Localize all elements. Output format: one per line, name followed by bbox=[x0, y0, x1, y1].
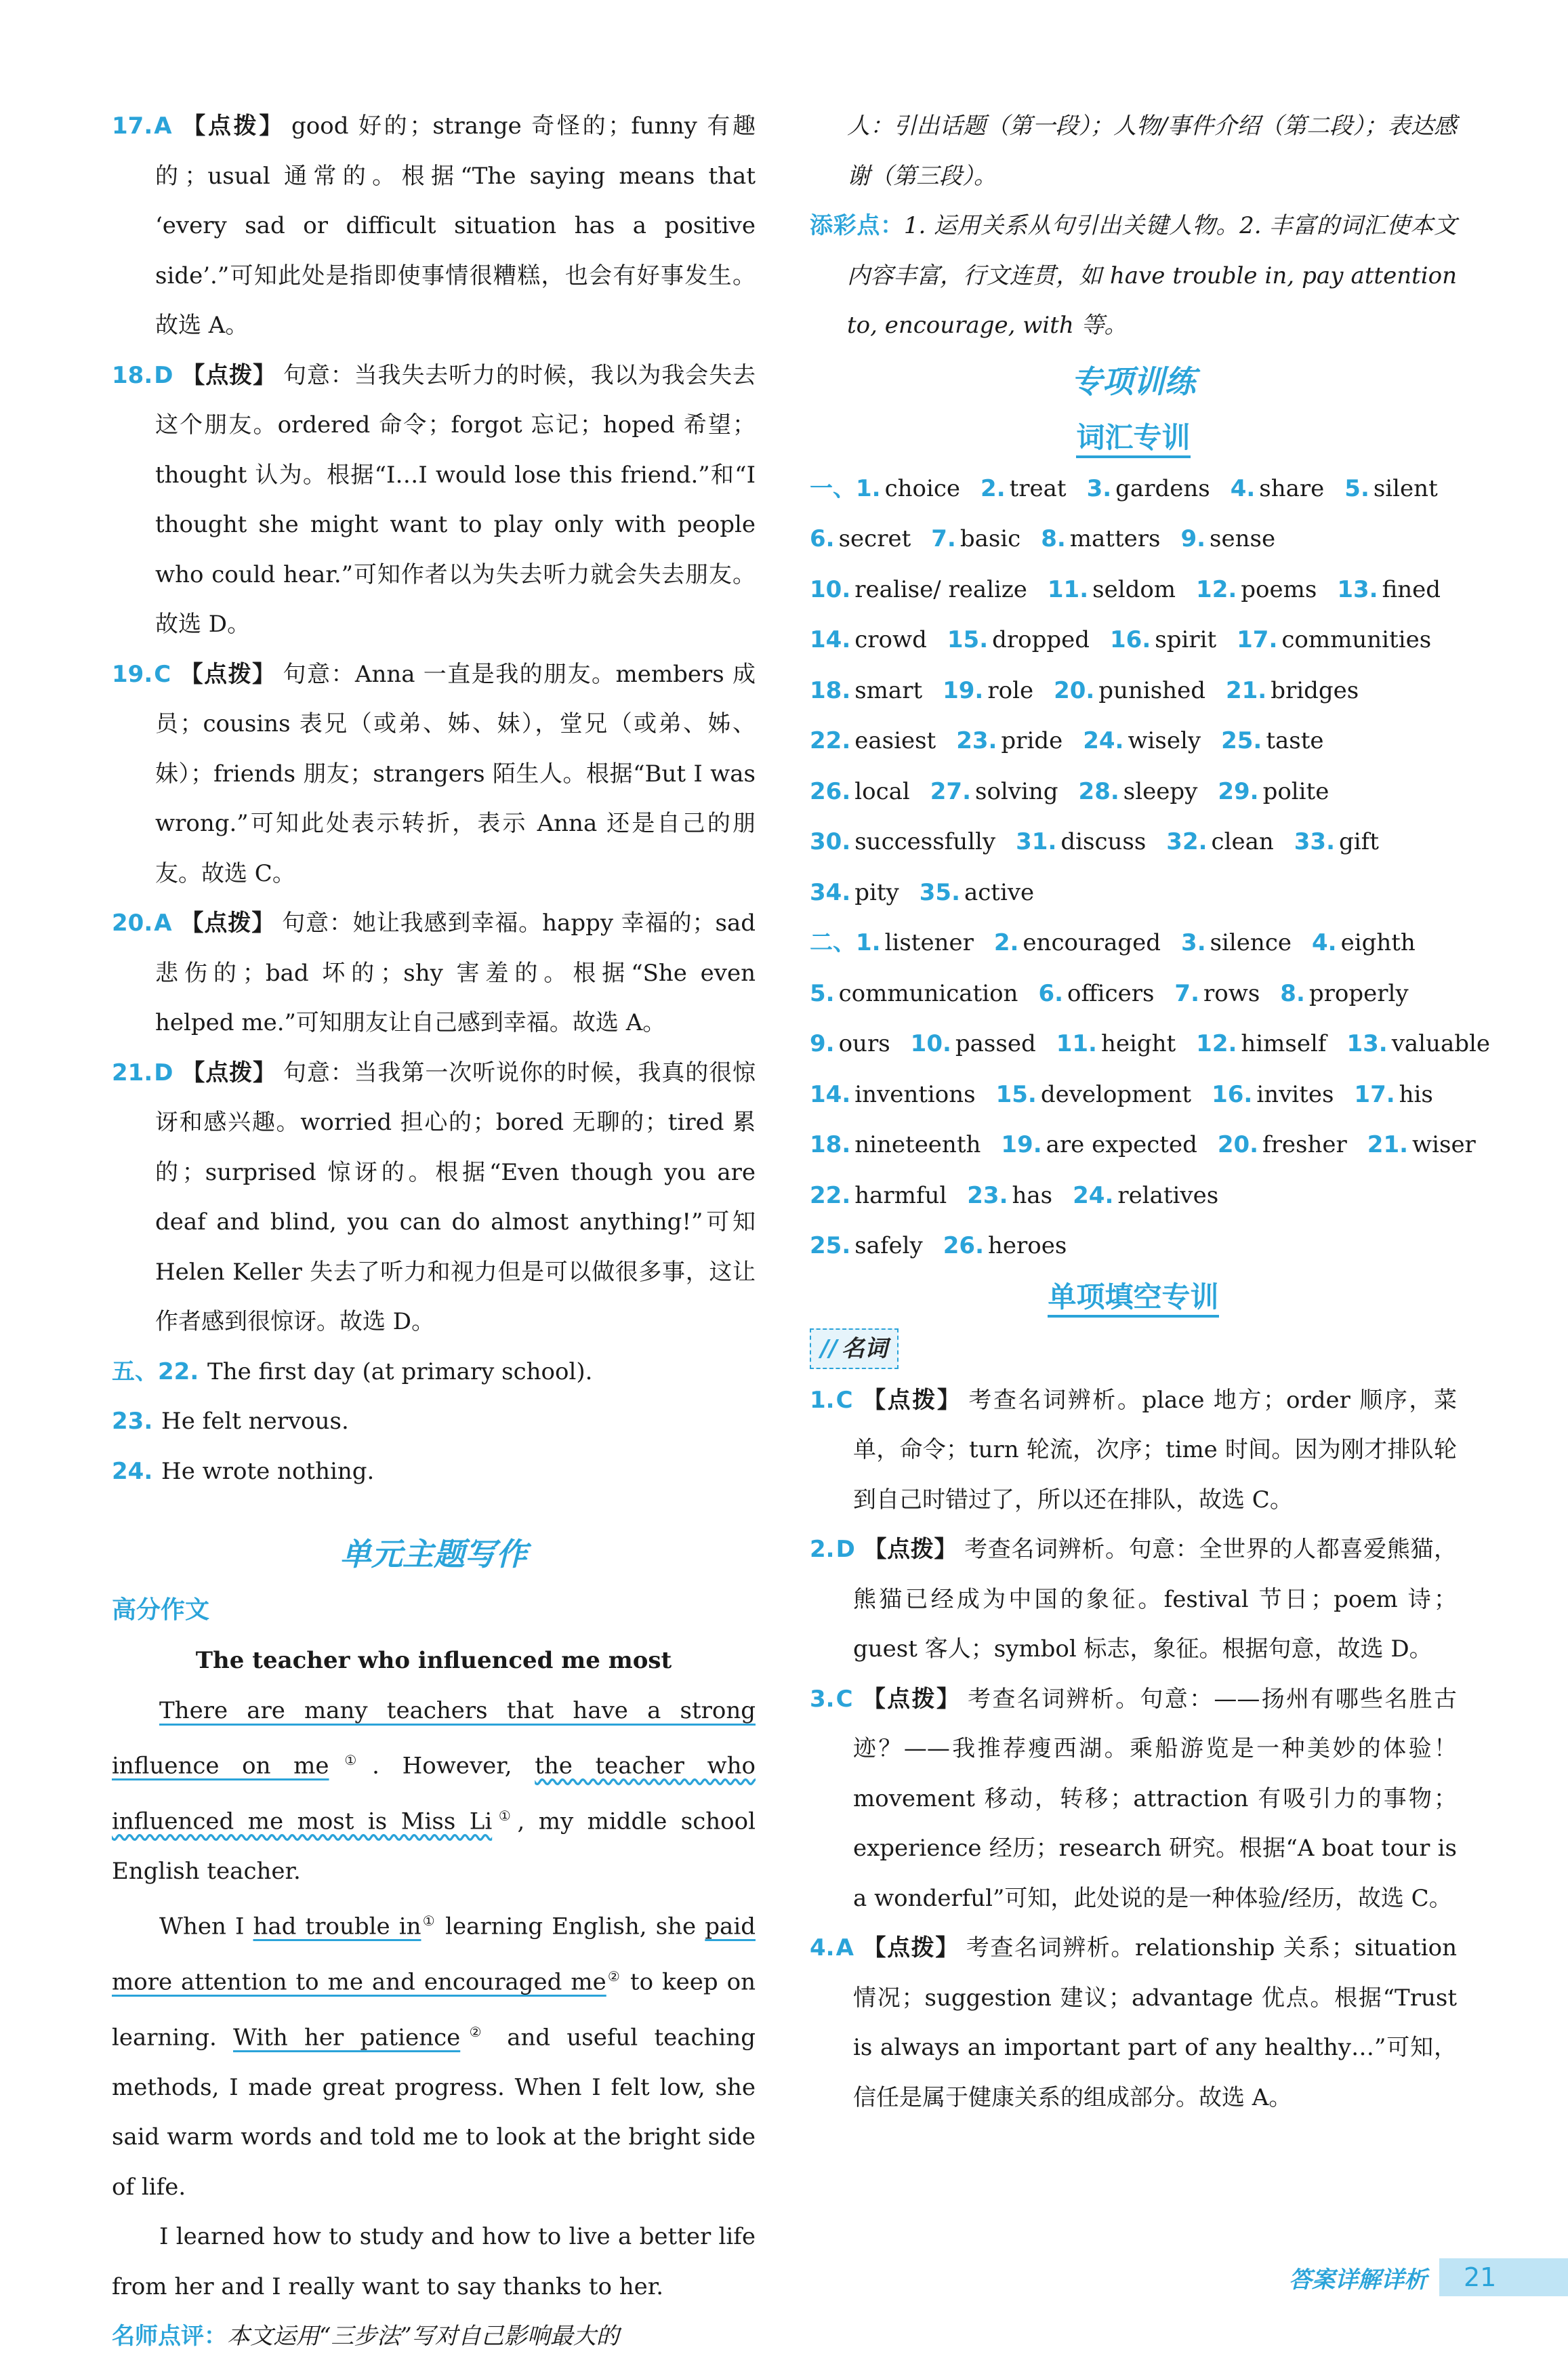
vocab-number: 22. bbox=[810, 727, 851, 754]
vocab-word: development bbox=[1040, 1080, 1192, 1108]
hint-tag: 【点拨】 bbox=[861, 1934, 960, 1961]
vocab-word: listener bbox=[884, 929, 974, 956]
vocab-number: 3. bbox=[1181, 929, 1206, 956]
writing-section-title: 单元主题写作 bbox=[340, 1536, 527, 1572]
vocab-number: 13. bbox=[1337, 575, 1378, 603]
vocab-word: relatives bbox=[1117, 1181, 1219, 1209]
vocab-word: fined bbox=[1382, 575, 1441, 603]
vocab-word: treat bbox=[1009, 474, 1067, 502]
note-mark: ① bbox=[492, 1807, 518, 1824]
left-answer-list bbox=[112, 102, 756, 1347]
vocab-word: pride bbox=[1001, 727, 1063, 754]
vocab-word: pity bbox=[854, 878, 899, 906]
answer-letter: A bbox=[154, 113, 172, 140]
vocab-number: 21. bbox=[1367, 1131, 1409, 1158]
vocab-number: 16. bbox=[1212, 1080, 1253, 1108]
vocab-number: 26. bbox=[810, 777, 851, 805]
vocab-word: local bbox=[854, 777, 910, 805]
comment-heading: 名师点评： bbox=[112, 2323, 227, 2350]
vocab-word: punished bbox=[1098, 676, 1205, 704]
slash-icon: // bbox=[821, 1335, 838, 1362]
hint-tag: 【点拨】 bbox=[863, 1536, 958, 1563]
item-number: 18. bbox=[112, 361, 153, 389]
vocab-word: secret bbox=[838, 525, 911, 552]
vocab-number: 10. bbox=[810, 575, 851, 603]
comment-text: 本文运用“三步法”写对自己影响最大的 bbox=[227, 2323, 619, 2350]
vocab-number: 25. bbox=[1221, 727, 1262, 754]
vocab-number: 26. bbox=[943, 1232, 984, 1259]
vocab-word: valuable bbox=[1391, 1030, 1490, 1057]
vocab-number: 18. bbox=[810, 1131, 851, 1158]
vocab-line bbox=[810, 817, 1457, 868]
vocab-number: 8. bbox=[1280, 979, 1305, 1007]
vocab-number: 12. bbox=[1196, 575, 1237, 603]
item-number: 22. bbox=[158, 1358, 199, 1385]
vocab-word: spirit bbox=[1155, 626, 1217, 653]
highlight-note bbox=[810, 201, 1457, 351]
section5-item bbox=[112, 1397, 756, 1447]
vocab-number: 17. bbox=[1354, 1080, 1395, 1108]
explanation-text: 句意：她让我感到幸福。happy 幸福的；sad 悲伤的；bad 坏的；shy 害羞的。根据“She even helped me.”可知朋友让自己感到幸福。故选 A。 bbox=[155, 910, 756, 1036]
vocab-word: silent bbox=[1373, 474, 1438, 502]
essay-text: When I bbox=[159, 1913, 253, 1940]
answer-item bbox=[112, 899, 756, 1048]
comment-continuation: 人：引出话题（第一段）；人物/事件介绍（第二段）；表达感谢（第三段）。 bbox=[847, 113, 1457, 190]
vocab-number: 19. bbox=[943, 676, 984, 704]
vocab-number: 1. bbox=[856, 474, 881, 502]
essay-underline: There are many teachers that have a strong influence on me bbox=[112, 1696, 756, 1780]
vocab-word: inventions bbox=[854, 1080, 976, 1108]
vocab-line bbox=[810, 565, 1457, 615]
vocab-line bbox=[810, 1070, 1457, 1120]
vocab-number: 14. bbox=[810, 1080, 851, 1108]
vocab-number: 7. bbox=[1174, 979, 1199, 1007]
vocab-number: 7. bbox=[931, 525, 956, 552]
explanation-text: 考查名词辨析。place 地方；order 顺序，菜单，命令；turn 轮流，次序；time 时间。因为刚才排队轮到自己时错过了，所以还在排队，故选 C。 bbox=[853, 1386, 1457, 1513]
vocab-word: officers bbox=[1067, 979, 1155, 1007]
vocab-number: 25. bbox=[810, 1232, 851, 1259]
vocab-number: 9. bbox=[810, 1030, 835, 1057]
essay-title: The teacher who influenced me most bbox=[195, 1647, 672, 1674]
answer-text: The first day (at primary school). bbox=[207, 1358, 593, 1385]
vocab-number: 11. bbox=[1047, 575, 1089, 603]
essay-underline: the teacher who influenced me most is Miss Li bbox=[112, 1752, 756, 1835]
vocab-number: 1. bbox=[856, 929, 881, 956]
vocab-number: 22. bbox=[810, 1181, 851, 1209]
essay-paragraph-3: I learned how to study and how to live a better life from her and I really want to say thanks to her. bbox=[112, 2223, 756, 2300]
vocab-word: realise/ realize bbox=[854, 575, 1027, 603]
vocab-word: silence bbox=[1210, 929, 1292, 956]
vocab-word: harmful bbox=[854, 1181, 947, 1209]
vocab-word: solving bbox=[975, 777, 1058, 805]
vocab-line bbox=[810, 666, 1457, 716]
vocab-word: are expected bbox=[1046, 1131, 1197, 1158]
vocab-word: sense bbox=[1210, 525, 1276, 552]
vocab-word: himself bbox=[1241, 1030, 1327, 1057]
item-number: 21. bbox=[112, 1059, 153, 1086]
answer-text: He wrote nothing. bbox=[161, 1457, 375, 1485]
noun-category-tag bbox=[810, 1328, 899, 1369]
vocab-number: 12. bbox=[1196, 1030, 1237, 1057]
section5-first bbox=[112, 1347, 756, 1398]
vocab-training-title-text: 词汇专训 bbox=[1076, 421, 1190, 458]
vocab-word: dropped bbox=[992, 626, 1090, 653]
vocab-line bbox=[810, 464, 1457, 514]
answer-text: He felt nervous. bbox=[161, 1408, 349, 1435]
explanation-text: 考查名词辨析。句意：全世界的人都喜爱熊猫，熊猫已经成为中国的象征。festival 节日；poem 诗；guest 客人；symbol 标志，象征。根据句意，故选 D。 bbox=[853, 1536, 1458, 1663]
vocab-word: communities bbox=[1281, 626, 1432, 653]
vocab-line bbox=[810, 514, 1457, 565]
vocab-word: fresher bbox=[1262, 1131, 1347, 1158]
vocab-word: gift bbox=[1338, 828, 1379, 855]
answer-item bbox=[112, 351, 756, 650]
essay-text: to keep on learning. bbox=[112, 1968, 756, 2052]
answer-item bbox=[112, 1048, 756, 1347]
vocab-number: 9. bbox=[1180, 525, 1206, 552]
note-mark: ② bbox=[460, 2023, 491, 2040]
vocab-word: basic bbox=[960, 525, 1021, 552]
answer-letter: D bbox=[154, 1059, 173, 1086]
vocab-number: 2. bbox=[993, 929, 1019, 956]
vocab-word: poems bbox=[1241, 575, 1317, 603]
vocab-line bbox=[810, 1221, 1457, 1271]
answer-item bbox=[810, 1923, 1457, 2123]
essay-paragraph-1 bbox=[112, 1686, 756, 1897]
vocab-word: nineteenth bbox=[854, 1131, 981, 1158]
vocab-word: successfully bbox=[854, 828, 996, 855]
hint-tag: 【点拨】 bbox=[181, 361, 276, 389]
vocab-number: 5. bbox=[810, 979, 835, 1007]
vocab-number: 35. bbox=[919, 878, 960, 906]
answer-letter: C bbox=[835, 1685, 853, 1713]
left-column bbox=[112, 102, 756, 2362]
vocab-word: bridges bbox=[1271, 676, 1359, 704]
vocab-word: communication bbox=[838, 979, 1018, 1007]
essay-text: , my middle school English teacher. bbox=[112, 1808, 756, 1885]
essay-text: learning English, she bbox=[436, 1913, 705, 1940]
vocab-word: gardens bbox=[1115, 474, 1210, 502]
vocab-number: 33. bbox=[1294, 828, 1335, 855]
vocab-number: 15. bbox=[947, 626, 989, 653]
note-mark: ② bbox=[606, 1968, 621, 1984]
essay-paragraph-2 bbox=[112, 1896, 756, 2212]
highlight-text: 1. 运用关系从句引出关键人物。2. 丰富的词汇使本文内容丰富，行文连贯，如 have trouble in, pay attention to, encourage, with 等。 bbox=[847, 212, 1458, 339]
vocab-word: active bbox=[964, 878, 1035, 906]
answer-letter: A bbox=[835, 1934, 854, 1961]
vocab-number: 21. bbox=[1225, 676, 1267, 704]
noun-tag-label: 名词 bbox=[841, 1335, 888, 1362]
vocab-word: eighth bbox=[1340, 929, 1416, 956]
hint-tag: 【点拨】 bbox=[861, 1386, 962, 1414]
vocab-number: 23. bbox=[967, 1181, 1008, 1209]
vocab-word: smart bbox=[854, 676, 923, 704]
explanation-text: 句意：Anna 一直是我的朋友。members 成员；cousins 表兄（或弟、姊、妹），堂兄（或弟、姊、妹）；friends 朋友；strangers 陌生人。根据“But I was wrong.”可知此处表示转折，表示 Anna 还是自己的朋友。故选 C。 bbox=[155, 660, 756, 887]
essay-text: . However, bbox=[372, 1752, 535, 1780]
vocab-number: 24. bbox=[1073, 1181, 1114, 1209]
explanation-text: good 好的；strange 奇怪的；funny 有趣的；usual 通常的。根据“The saying means that ‘every sad or difficult situation has a positive side’.”可知此处是指即使事情很糟糕，也会有好事发生。故选 A。 bbox=[155, 113, 756, 339]
item-number: 2. bbox=[810, 1536, 835, 1563]
answer-item bbox=[810, 1675, 1457, 1924]
vocab-number: 34. bbox=[810, 878, 851, 906]
highlight-heading: 添彩点： bbox=[810, 212, 904, 239]
vocab-word: discuss bbox=[1060, 828, 1147, 855]
hint-tag: 【点拨】 bbox=[861, 1685, 962, 1713]
vocab-word: invites bbox=[1256, 1080, 1334, 1108]
answer-letter: D bbox=[154, 361, 173, 389]
vocab-word: heroes bbox=[987, 1232, 1067, 1259]
hint-tag: 【点拨】 bbox=[180, 910, 276, 937]
page-number: 21 bbox=[1439, 2258, 1568, 2296]
special-training-title: 专项训练 bbox=[1071, 363, 1196, 400]
answer-letter: D bbox=[835, 1536, 855, 1563]
explanation-text: 考查名词辨析。relationship 关系；situation 情况；suggestion 建议；advantage 优点。根据“Trust is always an important part of any healthy…”可知，信任是属于健康关系的组成部分。故选 A。 bbox=[853, 1934, 1457, 2111]
vocab-word: seldom bbox=[1092, 575, 1176, 603]
vocab-number: 28. bbox=[1078, 777, 1119, 805]
vocab-word: encouraged bbox=[1023, 929, 1161, 956]
vocab-word: passed bbox=[955, 1030, 1036, 1057]
vocab-number: 4. bbox=[1230, 474, 1256, 502]
vocab-word: polite bbox=[1262, 777, 1329, 805]
vocab-number: 18. bbox=[810, 676, 851, 704]
vocab-number: 30. bbox=[810, 828, 851, 855]
vocab-number: 15. bbox=[995, 1080, 1037, 1108]
vocab-number: 11. bbox=[1056, 1030, 1097, 1057]
vocab-line bbox=[810, 1170, 1457, 1221]
essay-underline: paid more attention to me and encouraged me bbox=[112, 1913, 756, 1996]
vocab-line bbox=[810, 969, 1457, 1019]
vocab-number: 23. bbox=[956, 727, 997, 754]
item-number: 3. bbox=[810, 1685, 835, 1713]
vocab-number: 16. bbox=[1110, 626, 1151, 653]
vocab-word: height bbox=[1100, 1030, 1176, 1057]
hint-tag: 【点拨】 bbox=[180, 113, 285, 140]
vocab-section-2 bbox=[810, 918, 1490, 1271]
vocab-word: clean bbox=[1211, 828, 1274, 855]
vocab-number: 31. bbox=[1016, 828, 1057, 855]
vocab-number: 27. bbox=[930, 777, 971, 805]
item-number: 23. bbox=[112, 1408, 153, 1435]
vocab-number: 8. bbox=[1041, 525, 1066, 552]
essay-label: 高分作文 bbox=[112, 1596, 210, 1624]
essay-underline: With her patience bbox=[232, 2024, 461, 2052]
item-number: 19. bbox=[112, 660, 153, 688]
vocab-word: ours bbox=[838, 1030, 890, 1057]
explanation-text: 句意：当我第一次听说你的时候，我真的很惊讶和感兴趣。worried 担心的；bored 无聊的；tired 累的；surprised 惊讶的。根据“Even though you are deaf and blind, you can do almost anything!”可知 Helen Keller 失去了听力和视力但是可以做很多事，这让作者感到很惊讶。故选 D。 bbox=[155, 1059, 756, 1335]
single-choice-title bbox=[810, 1271, 1457, 1323]
footer-title: 答案详解详析 bbox=[1289, 2266, 1427, 2294]
vocab-word: has bbox=[1012, 1181, 1053, 1209]
answer-item bbox=[810, 1376, 1457, 1526]
vocab-word: rows bbox=[1203, 979, 1260, 1007]
section-mark: 二、 bbox=[810, 929, 856, 956]
right-column bbox=[810, 102, 1490, 2123]
vocab-training-title bbox=[810, 412, 1457, 464]
item-number: 1. bbox=[810, 1386, 835, 1414]
vocab-word: properly bbox=[1308, 979, 1409, 1007]
answer-item bbox=[810, 1525, 1457, 1675]
section-mark: 五、 bbox=[112, 1358, 158, 1385]
vocab-number: 6. bbox=[1038, 979, 1064, 1007]
essay-text: and useful teaching methods, I made great progress. When I felt low, she said warm words and told me to look at the bright side of life. bbox=[112, 2024, 756, 2201]
page-footer bbox=[1216, 2258, 1568, 2296]
vocab-number: 19. bbox=[1001, 1131, 1042, 1158]
vocab-word: his bbox=[1399, 1080, 1433, 1108]
hint-tag: 【点拨】 bbox=[179, 660, 276, 688]
section-mark: 一、 bbox=[810, 474, 856, 502]
explanation-text: 句意：当我失去听力的时候，我以为我会失去这个朋友。ordered 命令；forgot 忘记；hoped 希望；thought 认为。根据“I…I would lose this friend.”和“I thought she might want to play only with people who could hear.”可知作者以为失去听力就会失去朋友。故选 D。 bbox=[155, 361, 756, 638]
vocab-number: 14. bbox=[810, 626, 851, 653]
section5-item bbox=[112, 1447, 756, 1497]
vocab-word: crowd bbox=[854, 626, 927, 653]
vocab-number: 20. bbox=[1217, 1131, 1259, 1158]
answer-item bbox=[112, 650, 756, 899]
teacher-comment bbox=[112, 2312, 756, 2362]
vocab-section-1 bbox=[810, 464, 1457, 918]
vocab-number: 2. bbox=[981, 474, 1006, 502]
vocab-line bbox=[810, 716, 1457, 767]
vocab-number: 10. bbox=[910, 1030, 951, 1057]
vocab-word: wisely bbox=[1128, 727, 1201, 754]
vocab-number: 32. bbox=[1166, 828, 1208, 855]
vocab-word: choice bbox=[884, 474, 961, 502]
vocab-number: 6. bbox=[810, 525, 835, 552]
vocab-word: role bbox=[987, 676, 1034, 704]
item-number: 17. bbox=[112, 113, 153, 140]
vocab-number: 4. bbox=[1312, 929, 1337, 956]
explanation-text: 考查名词辨析。句意：——扬州有哪些名胜古迹？——我推荐瘦西湖。乘船游览是一种美妙的体验！movement 移动，转移；attraction 有吸引力的事物；experience 经历；research 研究。根据“A boat tour is a wonderful”可知，此处说的是一种体验/经历，故选 C。 bbox=[853, 1685, 1457, 1912]
single-choice-title-text: 单项填空专训 bbox=[1048, 1280, 1218, 1318]
item-number: 24. bbox=[112, 1457, 153, 1485]
vocab-line bbox=[810, 615, 1457, 666]
vocab-word: sleepy bbox=[1123, 777, 1198, 805]
vocab-number: 24. bbox=[1083, 727, 1124, 754]
vocab-number: 5. bbox=[1344, 474, 1369, 502]
item-number: 4. bbox=[810, 1934, 835, 1961]
vocab-word: wiser bbox=[1412, 1131, 1476, 1158]
answer-letter: C bbox=[835, 1386, 853, 1414]
vocab-line bbox=[810, 1120, 1476, 1170]
answer-letter: C bbox=[154, 660, 171, 688]
vocab-word: matters bbox=[1069, 525, 1161, 552]
vocab-line bbox=[810, 1019, 1490, 1070]
item-number: 20. bbox=[112, 910, 153, 937]
vocab-word: taste bbox=[1266, 727, 1324, 754]
answer-letter: A bbox=[154, 910, 172, 937]
vocab-number: 17. bbox=[1237, 626, 1278, 653]
vocab-number: 3. bbox=[1086, 474, 1112, 502]
answer-item bbox=[112, 102, 756, 351]
vocab-word: share bbox=[1259, 474, 1325, 502]
vocab-line bbox=[810, 918, 1457, 969]
vocab-number: 13. bbox=[1346, 1030, 1388, 1057]
note-mark: ① bbox=[421, 1913, 437, 1930]
vocab-number: 29. bbox=[1218, 777, 1259, 805]
vocab-number: 20. bbox=[1054, 676, 1095, 704]
vocab-line bbox=[810, 868, 1457, 918]
vocab-word: safely bbox=[854, 1232, 923, 1259]
note-mark: ① bbox=[329, 1752, 373, 1768]
vocab-line bbox=[810, 767, 1457, 817]
right-answer-list bbox=[810, 1376, 1457, 2123]
vocab-word: easiest bbox=[854, 727, 936, 754]
hint-tag: 【点拨】 bbox=[181, 1059, 276, 1086]
essay-underline: had trouble in bbox=[253, 1913, 421, 1940]
